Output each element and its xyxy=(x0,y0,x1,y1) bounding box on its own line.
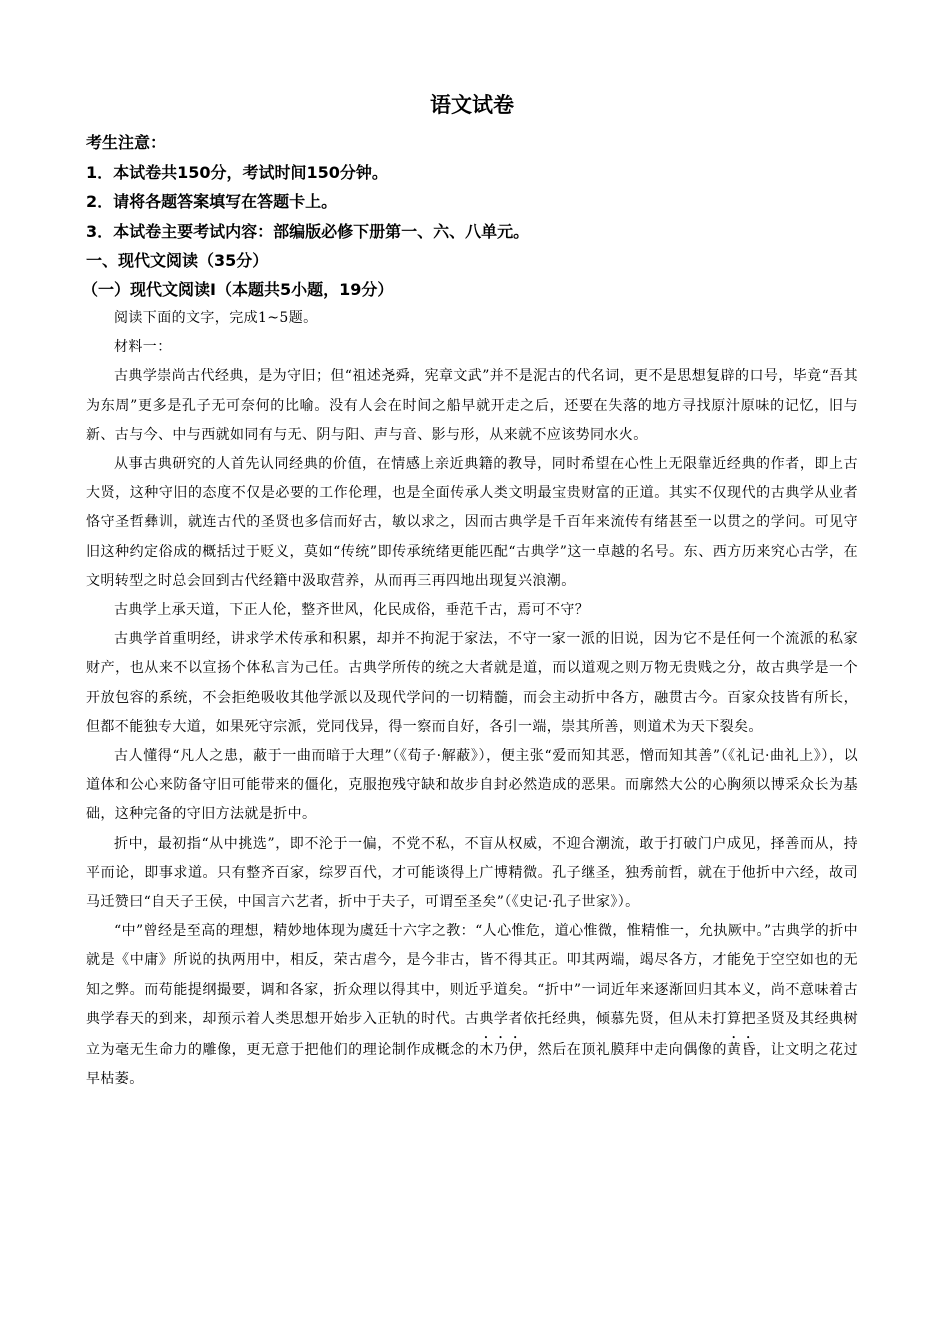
exam-notice xyxy=(86,128,858,246)
instruction: 阅读下面的文字，完成1~5题。 xyxy=(114,310,318,326)
notice-item: 3．本试卷主要考试内容：部编版必修下册第一、六、八单元。 xyxy=(86,221,530,241)
notice-item: 1．本试卷共150分，考试时间150分钟。 xyxy=(86,162,388,182)
paragraph: 古典学首重明经，讲求学术传承和积累，却并不拘泥于家法，不守一家一派的旧说，因为它不是任何一个流派的私家财产，也从来不以宣扬个体私言为己任。古典学所传的统之大者就是道，而以道观之则万物无贵贱之分，故古典学是一个开放包容的系统，不会拒绝吸收其他学派以及现代学问的一切精髓，而会主动折中各方，融贯古今。百家众技皆有所长，但都不能独专大道，如果死守宗派，党同伐异，得一察而自好，各引一端，崇其所善，则道术为天下裂矣。 xyxy=(86,631,858,735)
text-segment: ，让文明之花过早枯萎。 xyxy=(86,1042,858,1088)
section-heading: 一、现代文阅读（35分） xyxy=(86,251,269,270)
subsection-heading: （一）现代文阅读Ⅰ（本题共5小题，19分） xyxy=(82,280,394,299)
paragraph: 古典学崇尚古代经典，是为守旧；但“祖述尧舜，宪章文武”并不是泥古的代名词，更不是思想复辟的口号，毕竟“吾其为东周”更多是孔子无可奈何的比喻。没有人会在时间之船早就开走之后，还要在失落的地方寻找原汁原味的记忆，旧与新、古与今、中与西就如同有与无、阴与阳、声与音、影与形，从来就不应该势同水火。 xyxy=(86,368,858,443)
notice-heading: 考生注意： xyxy=(86,133,167,152)
paragraph-last xyxy=(86,917,858,1094)
paragraph: 折中，最初指“从中挑选”，即不沦于一偏，不党不私，不盲从权威，不迎合潮流，敢于打破门户成见，择善而从，持平而论，即事求道。只有整齐百家，综罗百代，才可能谈得上广博精微。孔子继圣，独秀前哲，就在于他折中六经，故司马迁赞曰“自天子王侯，中国言六艺者，折中于夫子，可谓至圣矣”（《史记·孔子世家》）。 xyxy=(86,835,858,911)
emphasized-word: 木乃伊 xyxy=(479,1042,524,1059)
reading-passage xyxy=(86,304,858,1094)
paragraph: 古典学上承天道，下正人伦，整齐世风，化民成俗，垂范千古，焉可不守？ xyxy=(114,602,590,619)
page-title: 语文试卷 xyxy=(430,93,514,117)
emphasized-word: 黄昏 xyxy=(727,1042,757,1059)
exam-page xyxy=(82,88,858,1094)
paragraph: 古人懂得“凡人之患，蔽于一曲而暗于大理”（《荀子·解蔽》），便主张“爱而知其恶，憎而知其善”（《礼记·曲礼上》），以道体和公心来防备守旧可能带来的僵化，克服抱残守缺和故步自封必然造成的恶果。而廓然大公的心胸须以博采众长为基础，这种完备的守旧方法就是折中。 xyxy=(86,748,858,823)
paragraph: 从事古典研究的人首先认同经典的价值，在情感上亲近典籍的教导，同时希望在心性上无限靠近经典的作者，即上古大贤，这种守旧的态度不仅是必要的工作伦理，也是全面传承人类文明最宝贵财富的正道。其实不仅现代的古典学从业者恪守圣哲彝训，就连古代的圣贤也多信而好古，敏以求之，因而古典学是千百年来流传有绪甚至一以贯之的学问。可见守旧这种约定俗成的概括过于贬义，莫如“传统”即传承统绪更能匹配“古典学”这一卓越的名号。东、西方历来究心古学，在文明转型之时总会回到古代经籍中汲取营养，从而再三再四地出现复兴浪潮。 xyxy=(86,456,858,589)
notice-item: 2．请将各题答案填写在答题卡上。 xyxy=(86,192,338,211)
text-segment: ，然后在顶礼膜拜中走向偶像的 xyxy=(523,1042,728,1059)
material-label: 材料一： xyxy=(114,339,172,356)
text-segment: “中”曾经是至高的理想，精妙地体现为虞廷十六字之教：“人心惟危，道心惟微，惟精惟一，允执厥中。”古典学的折中就是《中庸》所说的执两用中，相反，荣古虐今，是今非古，皆不得其正。叩其两端，竭尽各方，才能免于空空如也的无知之弊。而苟能提纲撮要，调和各家，折众理以得其中，则近乎道矣。“折中”一词近年来逐渐回归其本义，尚不意味着古典学春天的到来，却预示着人类思想开始步入正轨的时代。古典学者依托经典，倾慕先贤，但从未打算把圣贤及其经典树立为毫无生命力的雕像，更无意于把他们的理论制作成概念的 xyxy=(86,923,858,1059)
